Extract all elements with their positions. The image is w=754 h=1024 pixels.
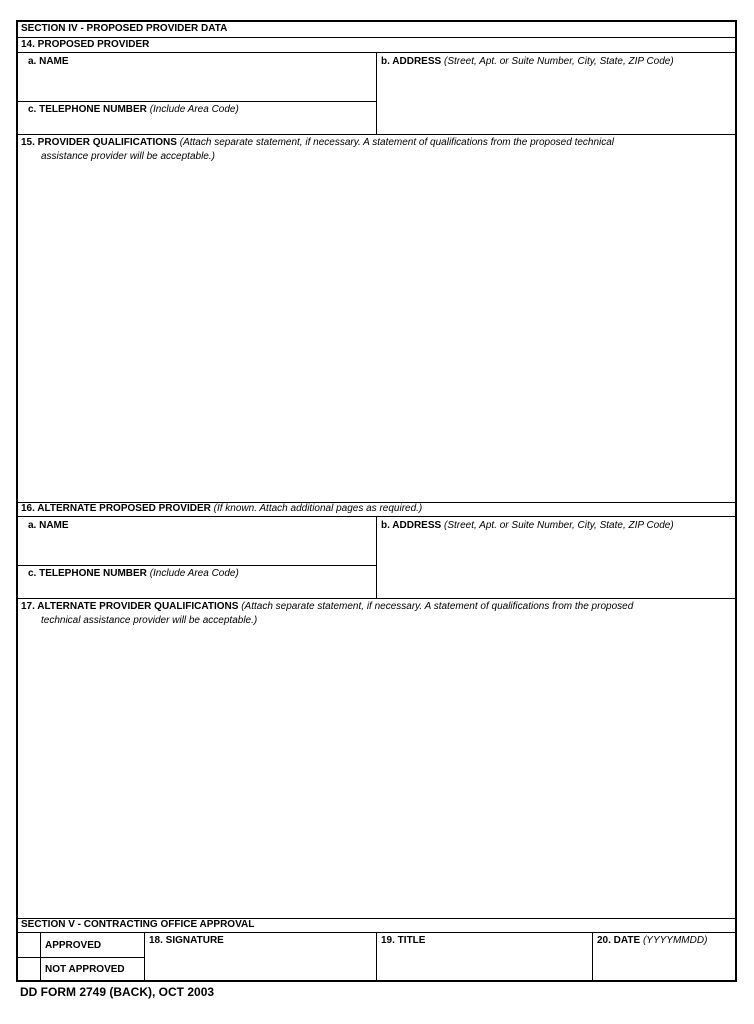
form-id-footer: DD FORM 2749 (BACK), OCT 2003 — [20, 985, 215, 999]
item-16-hint: (If known. Attach additional pages as required.) — [213, 503, 423, 514]
provider-address-field[interactable] — [380, 70, 732, 130]
item-17-text: 17. ALTERNATE PROVIDER QUALIFICATIONS — [21, 601, 239, 612]
item-15-hint-1: (Attach separate statement, if necessary. A statement of qualifications from the proposed technical — [179, 137, 615, 148]
item-17-label — [21, 600, 733, 628]
item-18-signature-label: 18. SIGNATURE — [149, 935, 224, 946]
item-16a-name-label: a. NAME — [28, 520, 69, 531]
item-16b-address-text: b. ADDRESS — [381, 520, 442, 531]
item-16c-phone-label — [28, 568, 239, 580]
item-16c-phone-hint: (Include Area Code) — [149, 568, 239, 579]
provider-qualifications-field[interactable] — [20, 168, 732, 498]
item-19-title-label: 19. TITLE — [381, 935, 426, 946]
not-approved-checkbox[interactable] — [18, 958, 40, 981]
item-20-date-label — [597, 935, 707, 947]
item-14-label: 14. PROPOSED PROVIDER — [21, 39, 150, 50]
item-16b-address-hint: (Street, Apt. or Suite Number, City, State, ZIP Code) — [443, 520, 674, 531]
item-16c-phone-text: c. TELEPHONE NUMBER — [28, 568, 147, 579]
item-16-label — [21, 503, 422, 515]
item-14a-name-label: a. NAME — [28, 56, 69, 67]
item-14c-phone-text: c. TELEPHONE NUMBER — [28, 104, 147, 115]
item-15-text: 15. PROVIDER QUALIFICATIONS — [21, 137, 177, 148]
section-5-title: SECTION V - CONTRACTING OFFICE APPROVAL — [21, 919, 255, 930]
item-17-hint-2: technical assistance provider will be acceptable.) — [41, 615, 258, 626]
signature-field[interactable] — [146, 948, 374, 980]
item-14c-phone-label — [28, 104, 239, 116]
item-15-label — [21, 136, 731, 164]
provider-name-field[interactable] — [20, 70, 372, 100]
section-4-title: SECTION IV - PROPOSED PROVIDER DATA — [21, 23, 228, 34]
alternate-provider-name-field[interactable] — [20, 534, 372, 564]
title-field[interactable] — [379, 948, 589, 980]
item-20-date-text: 20. DATE — [597, 935, 641, 946]
item-16-text: 16. ALTERNATE PROPOSED PROVIDER — [21, 503, 211, 514]
provider-phone-field[interactable] — [20, 117, 372, 132]
not-approved-label: NOT APPROVED — [45, 964, 125, 975]
item-20-date-hint: (YYYYMMDD) — [642, 935, 708, 946]
item-14b-address-hint: (Street, Apt. or Suite Number, City, State, ZIP Code) — [443, 56, 674, 67]
alternate-provider-phone-field[interactable] — [20, 581, 372, 596]
alternate-provider-address-field[interactable] — [380, 534, 732, 594]
alternate-provider-qualifications-field[interactable] — [20, 632, 732, 914]
item-17-hint-1: (Attach separate statement, if necessary. A statement of qualifications from the proposed — [241, 601, 634, 612]
item-14b-address-text: b. ADDRESS — [381, 56, 442, 67]
item-14b-address-label — [381, 56, 674, 68]
item-16b-address-label — [381, 520, 674, 532]
approved-label: APPROVED — [45, 940, 102, 951]
date-field[interactable] — [595, 948, 733, 980]
item-14c-phone-hint: (Include Area Code) — [149, 104, 239, 115]
approved-checkbox[interactable] — [18, 933, 40, 957]
item-15-hint-2: assistance provider will be acceptable.) — [41, 151, 215, 162]
